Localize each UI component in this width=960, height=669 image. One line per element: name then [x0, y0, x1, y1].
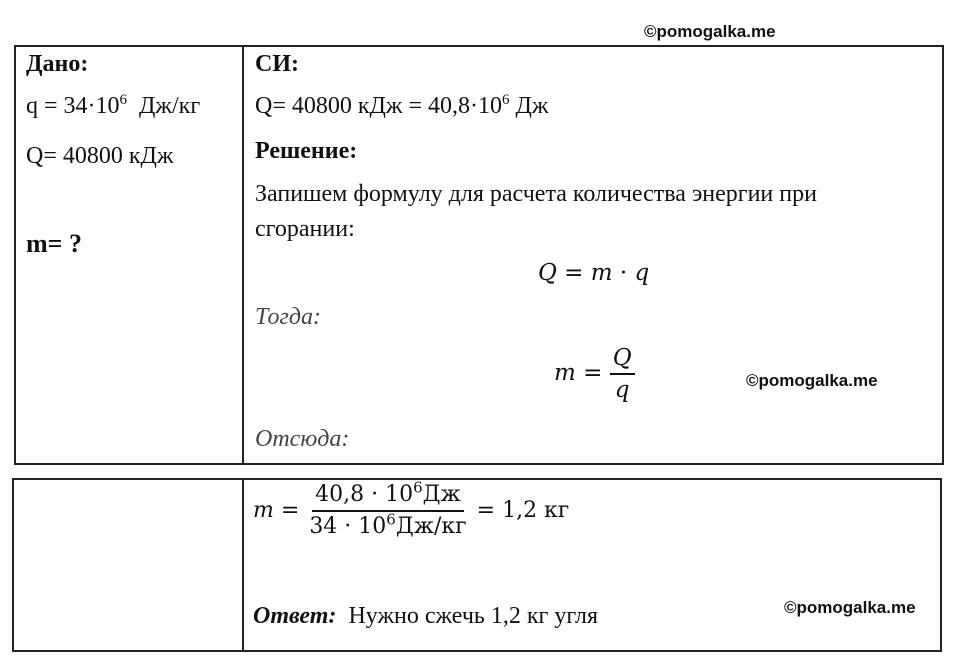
formula2-denominator: q	[614, 377, 630, 403]
si-Q	[255, 92, 548, 120]
answer-line	[253, 602, 598, 630]
watermark-bottom: ©pomogalka.me	[784, 598, 916, 617]
result-value: 1,2 кг	[502, 498, 570, 523]
formula-energy	[538, 259, 649, 287]
formula-mass	[554, 345, 635, 403]
result-fraction	[306, 478, 469, 540]
formula1-q: q	[634, 260, 650, 286]
si-Q-exponent: 6	[502, 92, 510, 108]
answer-label: Ответ:	[253, 603, 337, 629]
given-heading: Дано:	[26, 51, 89, 77]
top-table-divider	[242, 45, 244, 465]
si-Q-prefix: Q= 40800 кДж = 40,8·10	[255, 93, 503, 119]
result-num-unit: Дж	[422, 482, 461, 507]
result-formula	[253, 478, 570, 540]
result-den-exponent: 6	[386, 510, 396, 529]
formula1-m: m	[590, 260, 613, 286]
formula1-equals: =	[564, 260, 584, 286]
then-label: Тогда:	[255, 304, 321, 330]
given-q	[26, 92, 200, 120]
result-numerator	[312, 478, 464, 512]
result-den-unit: Дж/кг	[395, 514, 467, 539]
si-heading: СИ:	[255, 51, 299, 77]
result-denominator	[306, 512, 469, 540]
formula2-numerator: Q	[610, 345, 635, 375]
result-equals-2: =	[476, 498, 496, 523]
formula1-dot: ·	[619, 260, 628, 286]
formula2-equals: =	[583, 360, 603, 386]
hence-label: Отсюда:	[255, 426, 350, 452]
watermark-top: ©pomogalka.me	[644, 22, 776, 41]
result-equals: =	[280, 498, 300, 523]
formula2-m: m	[554, 360, 576, 386]
solution-heading: Решение:	[255, 138, 358, 164]
answer-text: Нужно сжечь 1,2 кг угля	[348, 603, 599, 629]
given-Q: Q= 40800 кДж	[26, 143, 174, 169]
solution-text-line1: Запишем формулу для расчета количества энергии при	[255, 181, 817, 207]
result-m: m	[253, 498, 274, 523]
solution-text-line2: сгорании:	[255, 216, 355, 242]
given-q-unit: Дж/кг	[139, 93, 201, 119]
given-q-prefix: q = 34·10	[26, 93, 120, 119]
bottom-table-divider	[242, 478, 244, 652]
given-find: m= ?	[26, 229, 82, 258]
result-den-base: 34 · 10	[309, 514, 387, 539]
formula1-Q: Q	[538, 260, 557, 286]
result-num-exponent: 6	[413, 478, 423, 497]
formula2-fraction	[610, 345, 635, 403]
result-num-base: 40,8 · 10	[315, 482, 414, 507]
given-q-exponent: 6	[119, 92, 128, 108]
si-Q-unit: Дж	[515, 93, 549, 119]
watermark-middle: ©pomogalka.me	[746, 371, 878, 390]
